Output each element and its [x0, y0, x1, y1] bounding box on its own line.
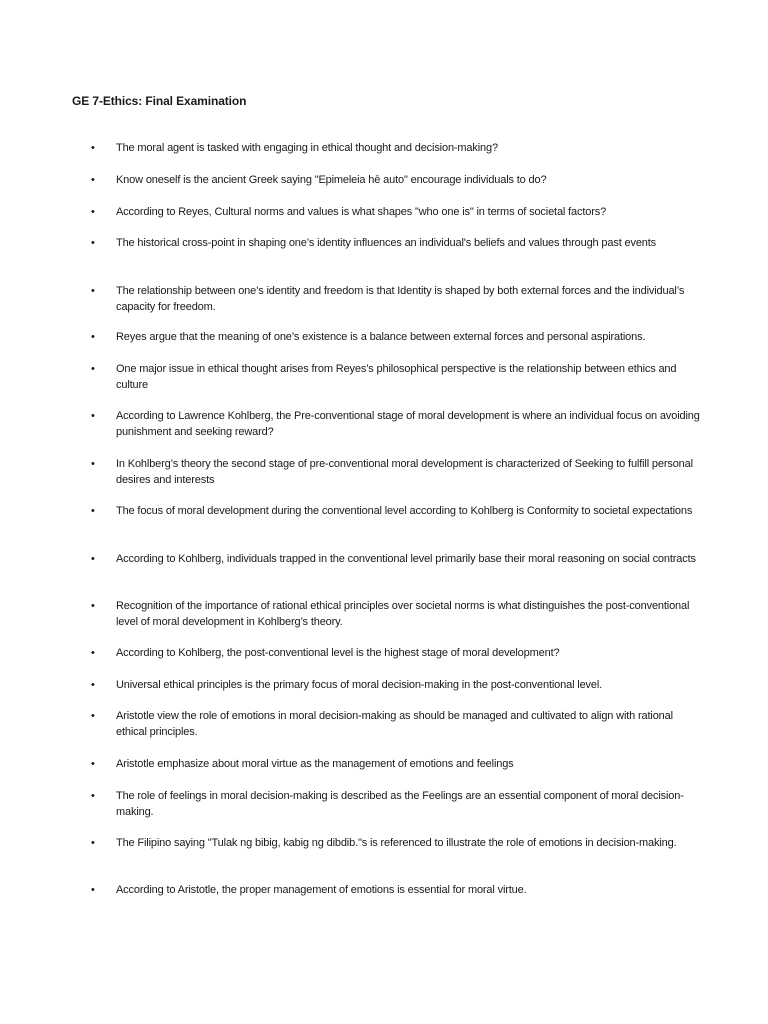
bullet-icon: •: [91, 142, 95, 154]
list-item: [91, 235, 704, 251]
list-item-text: The role of feelings in moral decision-making is described as the Feelings are an essential component of moral decision-making.: [116, 790, 684, 818]
list-item-text: According to Lawrence Kohlberg, the Pre-conventional stage of moral development is where an individual focus on avoiding punishment and seeking reward?: [116, 410, 700, 438]
list-item: [91, 503, 704, 519]
list-item-text: According to Aristotle, the proper management of emotions is essential for moral virtue.: [116, 884, 527, 896]
list-item-text: Aristotle view the role of emotions in moral decision-making as should be managed and cultivated to align with rational ethical principles.: [116, 710, 673, 738]
list-item: [91, 172, 704, 188]
bullet-icon: •: [91, 458, 95, 470]
bullet-icon: •: [91, 679, 95, 691]
list-item-text: Reyes argue that the meaning of one’s existence is a balance between external forces and personal aspirations.: [116, 331, 646, 343]
bullet-icon: •: [91, 206, 95, 218]
bullet-icon: •: [91, 837, 95, 849]
bullet-icon: •: [91, 600, 95, 612]
bullet-icon: •: [91, 647, 95, 659]
list-item: [91, 283, 704, 315]
bullet-icon: •: [91, 505, 95, 517]
list-item: [91, 835, 704, 851]
bullet-icon: •: [91, 710, 95, 722]
list-item-text: According to Kohlberg, individuals trapped in the conventional level primarily base their moral reasoning on social contracts: [116, 553, 696, 565]
list-item: [91, 551, 704, 567]
list-item: [91, 882, 704, 898]
bullet-icon: •: [91, 363, 95, 375]
bullet-icon: •: [91, 410, 95, 422]
list-item: [91, 598, 704, 630]
bullet-icon: •: [91, 553, 95, 565]
list-item-text: The historical cross-point in shaping one’s identity influences an individual's beliefs and values through past events: [116, 237, 657, 249]
list-item: [91, 456, 704, 488]
list-item-text: Aristotle emphasize about moral virtue as the management of emotions and feelings: [116, 758, 514, 770]
list-item-text: Recognition of the importance of rational ethical principles over societal norms is what distinguishes the post-conventional level of moral development in Kohlberg’s theory.: [116, 600, 690, 628]
list-item: [91, 204, 704, 220]
list-item: [91, 756, 704, 772]
list-item: [91, 645, 704, 661]
list-item-text: One major issue in ethical thought arises from Reyes’s philosophical perspective is the relationship between ethics and culture: [116, 363, 677, 391]
list-item: [91, 140, 704, 156]
bullet-icon: •: [91, 174, 95, 186]
bullet-icon: •: [91, 790, 95, 802]
list-item-text: The Filipino saying "Tulak ng bibig, kabig ng dibdib."s is referenced to illustrate the role of emotions in decision-making.: [116, 837, 677, 849]
list-item-text: Know oneself is the ancient Greek saying "Epimeleia hē auto" encourage individuals to do?: [116, 174, 547, 186]
list-item: [91, 408, 704, 440]
list-item-text: According to Kohlberg, the post-conventional level is the highest stage of moral development?: [116, 647, 560, 659]
list-item-text: The moral agent is tasked with engaging in ethical thought and decision-making?: [116, 142, 498, 154]
list-item-text: Universal ethical principles is the primary focus of moral decision-making in the post-conventional level.: [116, 679, 603, 691]
list-item-text: According to Reyes, Cultural norms and values is what shapes "who one is" in terms of societal factors?: [116, 206, 607, 218]
bullet-icon: •: [91, 285, 95, 297]
list-item: [91, 788, 704, 820]
bullet-icon: •: [91, 884, 95, 896]
bullet-icon: •: [91, 331, 95, 343]
list-item: [91, 329, 704, 345]
bullet-icon: •: [91, 758, 95, 770]
list-item: [91, 708, 704, 740]
list-item: [91, 361, 704, 393]
list-item-text: In Kohlberg’s theory the second stage of pre-conventional moral development is characterized of Seeking to fulfill personal desires and interests: [116, 458, 693, 486]
list-item: [91, 677, 704, 693]
list-item-text: The relationship between one’s identity and freedom is that Identity is shaped by both external forces and the individual’s capacity for freedom.: [116, 285, 685, 313]
list-item-text: The focus of moral development during the conventional level according to Kohlberg is Conformity to societal expectations: [116, 505, 693, 517]
bullet-icon: •: [91, 237, 95, 249]
document-title: GE 7-Ethics: Final Examination: [72, 94, 247, 108]
